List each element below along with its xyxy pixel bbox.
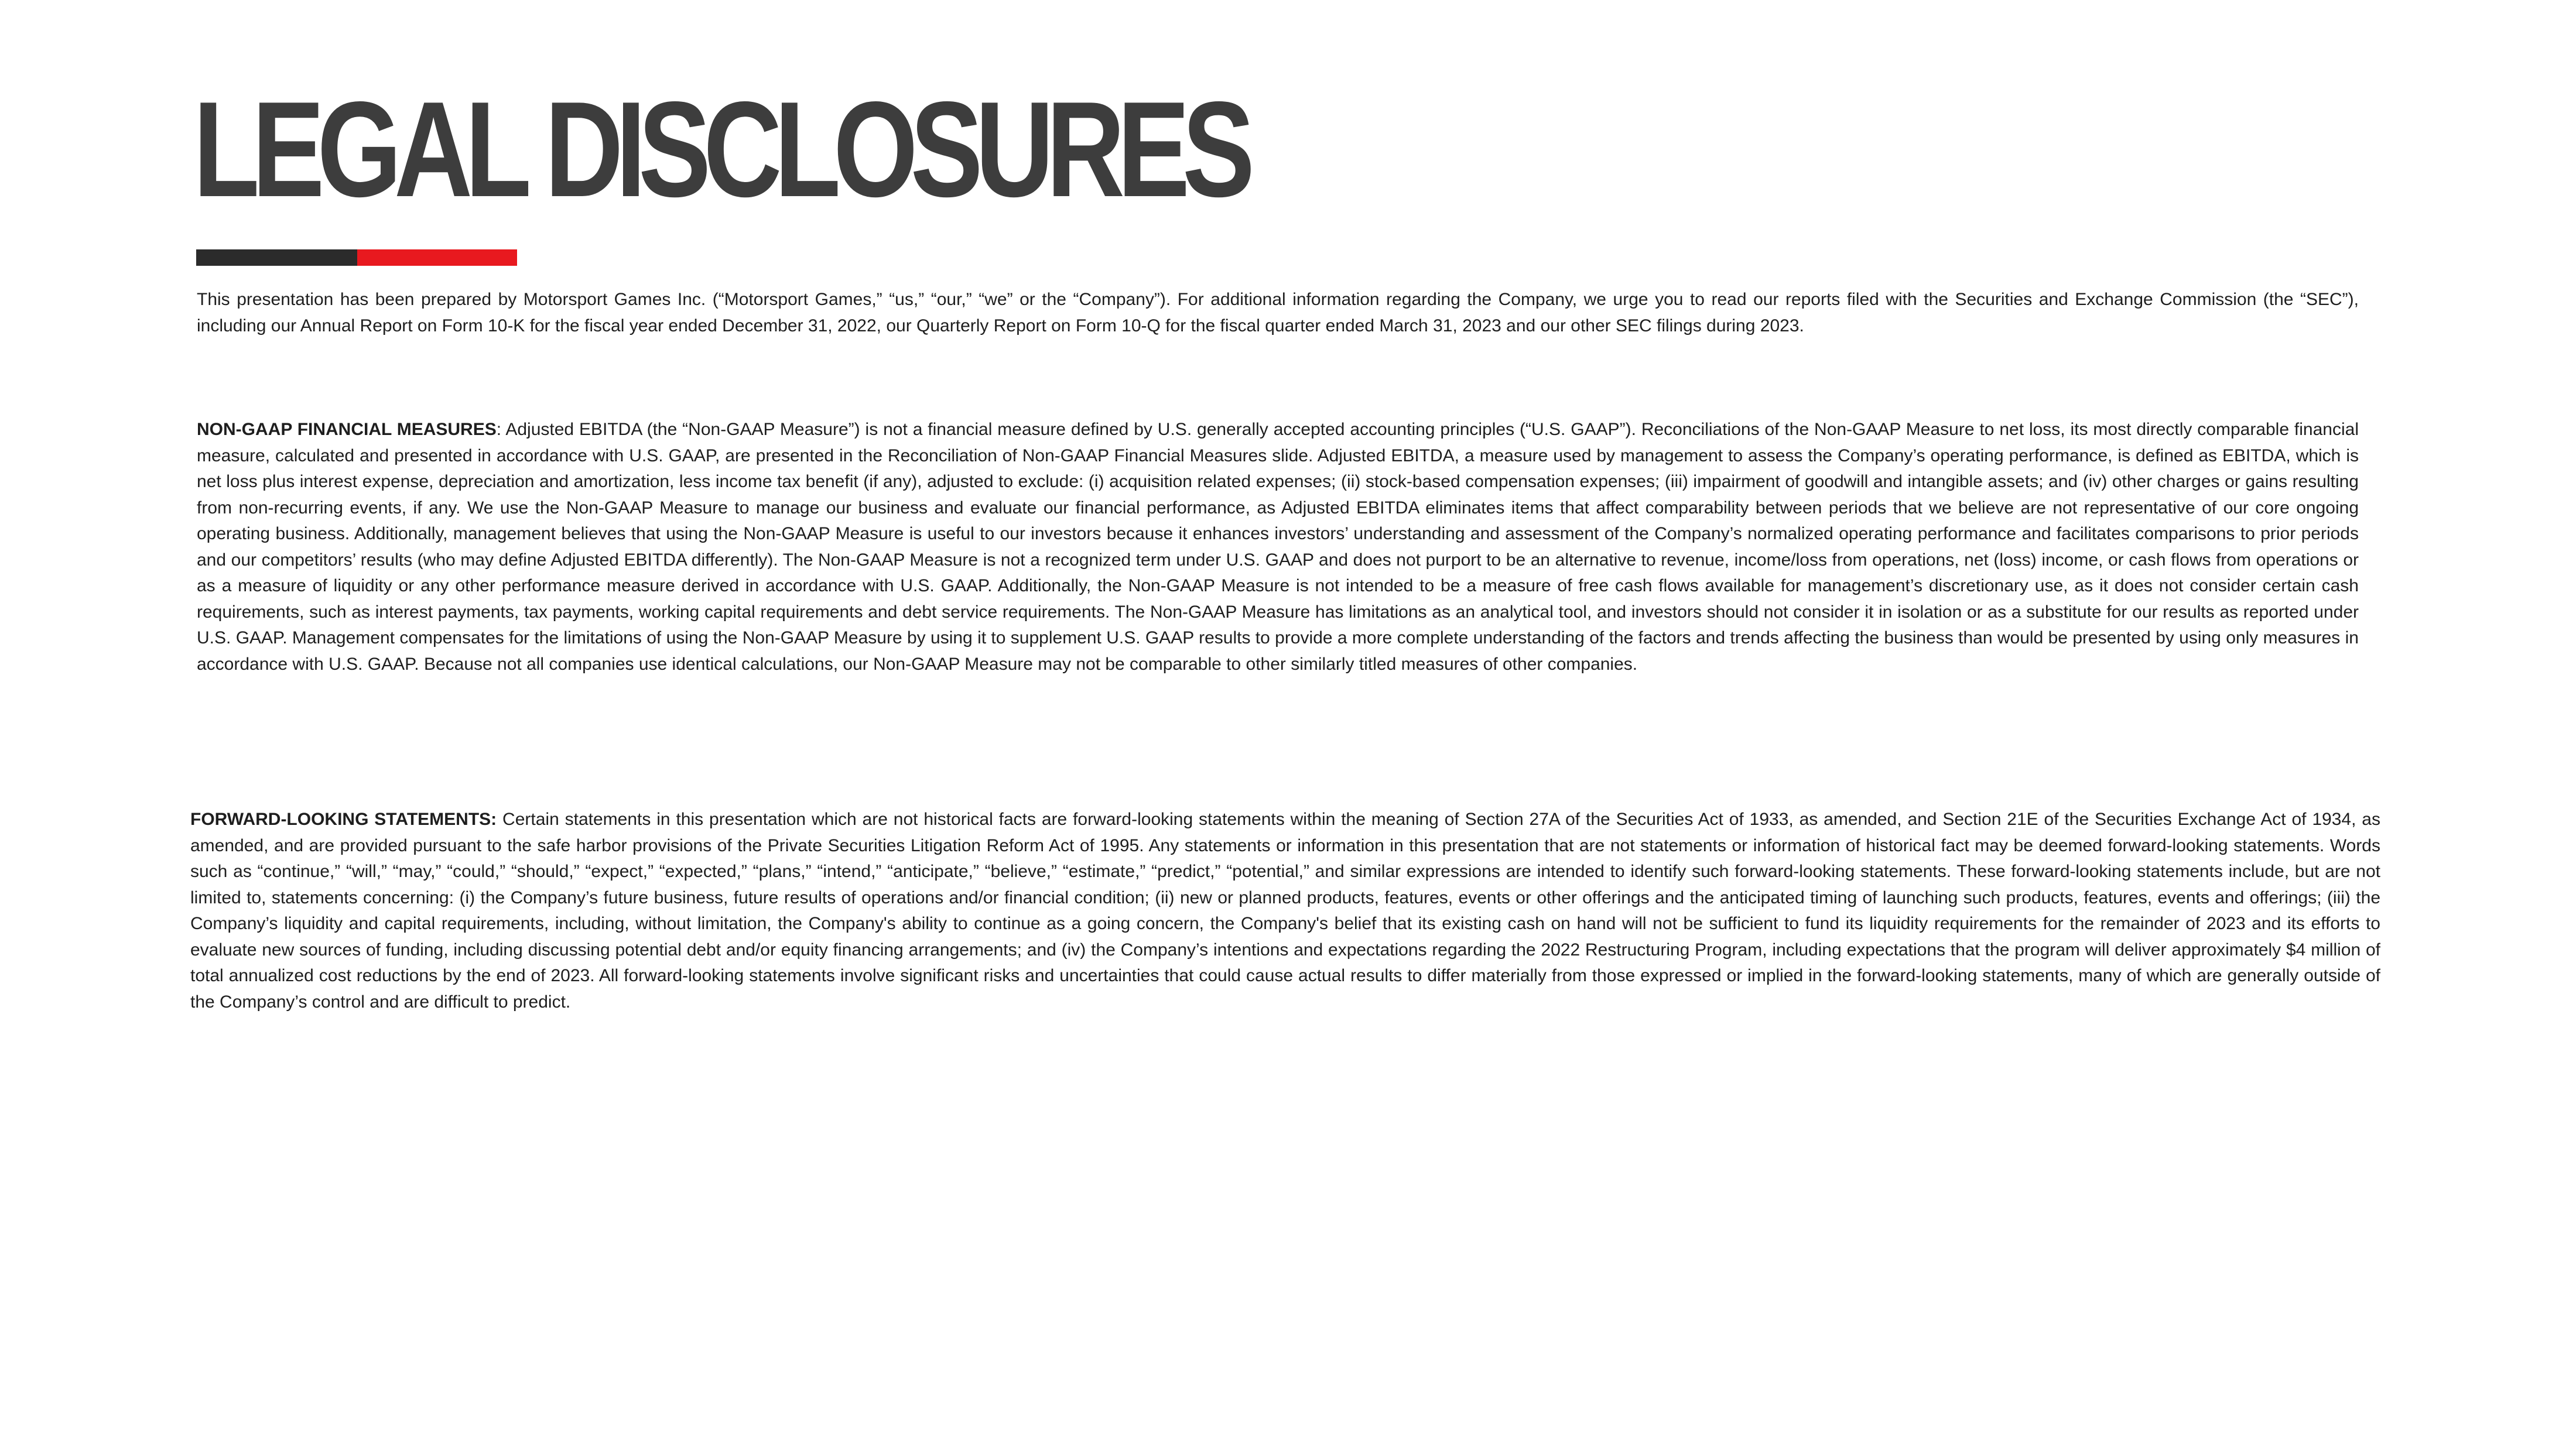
- title-accent-bar: [196, 249, 517, 266]
- forward-looking-heading: FORWARD-LOOKING STATEMENTS:: [190, 810, 497, 829]
- non-gaap-heading: NON-GAAP FINANCIAL MEASURES: [197, 420, 497, 439]
- non-gaap-paragraph: [197, 417, 2359, 677]
- intro-text: This presentation has been prepared by Motorsport Games Inc. (“Motorsport Games,” “us,” “our,” “we” or the “Company”). For additional information regarding the Company, we urge you to read our reports filed with the Securities and Exchange Commission (the “SEC”), including our Annual Report on Form 10-K for the fiscal year ended December 31, 2022, our Quarterly Report on Form 10-Q for the fiscal quarter ended March 31, 2023 and our other SEC filings during 2023.: [197, 290, 2359, 335]
- accent-bar-dark-segment: [196, 249, 357, 266]
- accent-bar-red-segment: [357, 249, 517, 266]
- non-gaap-separator: :: [496, 420, 506, 439]
- forward-looking-text: Certain statements in this presentation which are not historical facts are forward-looking statements within the meaning of Section 27A of the Securities Act of 1933, as amended, and Section 21E of the Securities Exchange Act of 1934, as amended, and are provided pursuant to the safe harbor provisions of the Private Securities Litigation Reform Act of 1995. Any statements or information in this presentation that are not statements or information of historical fact may be deemed forward-looking statements. Words such as “continue,” “will,” “may,” “could,” “should,” “expect,” “expected,” “plans,” “intend,” “anticipate,” “believe,” “estimate,” “predict,” “potential,” and similar expressions are intended to identify such forward-looking statements. These forward-looking statements include, but are not limited to, statements concerning: (i) the Company’s future business, future results of operations and/or financial condition; (ii) new or planned products, features, events or other offerings and the anticipated timing of launching such products, features, events and offerings; (iii) the Company’s liquidity and capital requirements, including, without limitation, the Company's ability to continue as a going concern, the Company's belief that its existing cash on hand will not be sufficient to fund its liquidity requirements for the remainder of 2023 and its efforts to evaluate new sources of funding, including discussing potential debt and/or equity financing arrangements; and (iv) the Company’s intentions and expectations regarding the 2022 Restructuring Program, including expectations that the program will deliver approximately $4 million of total annualized cost reductions by the end of 2023. All forward-looking statements involve significant risks and uncertainties that could cause actual results to differ materially from those expressed or implied in the forward-looking statements, many of which are generally outside of the Company’s control and are difficult to predict.: [190, 810, 2380, 1012]
- page-title: LEGAL DISCLOSURES: [193, 74, 1248, 225]
- non-gaap-text: Adjusted EBITDA (the “Non-GAAP Measure”) is not a financial measure defined by U.S. generally accepted accounting principles (“U.S. GAAP”). Reconciliations of the Non-GAAP Measure to net loss, its most directly comparable financial measure, calculated and presented in accordance with U.S. GAAP, are presented in the Reconciliation of Non-GAAP Financial Measures slide. Adjusted EBITDA, a measure used by management to assess the Company’s operating performance, is defined as EBITDA, which is net loss plus interest expense, depreciation and amortization, less income tax benefit (if any), adjusted to exclude: (i) acquisition related expenses; (ii) stock-based compensation expenses; (iii) impairment of goodwill and intangible assets; and (iv) other charges or gains resulting from non-recurring events, if any. We use the Non-GAAP Measure to manage our business and evaluate our financial performance, as Adjusted EBITDA eliminates items that affect comparability between periods that we believe are not representative of our core ongoing operating business. Additionally, management believes that using the Non-GAAP Measure is useful to our investors because it enhances investors’ understanding and assessment of the Company’s normalized operating performance and facilitates comparisons to prior periods and our competitors’ results (who may define Adjusted EBITDA differently). The Non-GAAP Measure is not a recognized term under U.S. GAAP and does not purport to be an alternative to revenue, income/loss from operations, net (loss) income, or cash flows from operations or as a measure of liquidity or any other performance measure derived in accordance with U.S. GAAP. Additionally, the Non-GAAP Measure is not intended to be a measure of free cash flows available for management’s discretionary use, as it does not consider certain cash requirements, such as interest payments, tax payments, working capital requirements and debt service requirements. The Non-GAAP Measure has limitations as an analytical tool, and investors should not consider it in isolation or as a substitute for our results as reported under U.S. GAAP. Management compensates for the limitations of using the Non-GAAP Measure by using it to supplement U.S. GAAP results to provide a more complete understanding of the factors and trends affecting the business than would be presented by using only measures in accordance with U.S. GAAP. Because not all companies use identical calculations, our Non-GAAP Measure may not be comparable to other similarly titled measures of other companies.: [197, 420, 2359, 674]
- forward-looking-paragraph: [190, 807, 2380, 1015]
- forward-looking-separator: [497, 810, 502, 829]
- intro-paragraph: [197, 287, 2359, 339]
